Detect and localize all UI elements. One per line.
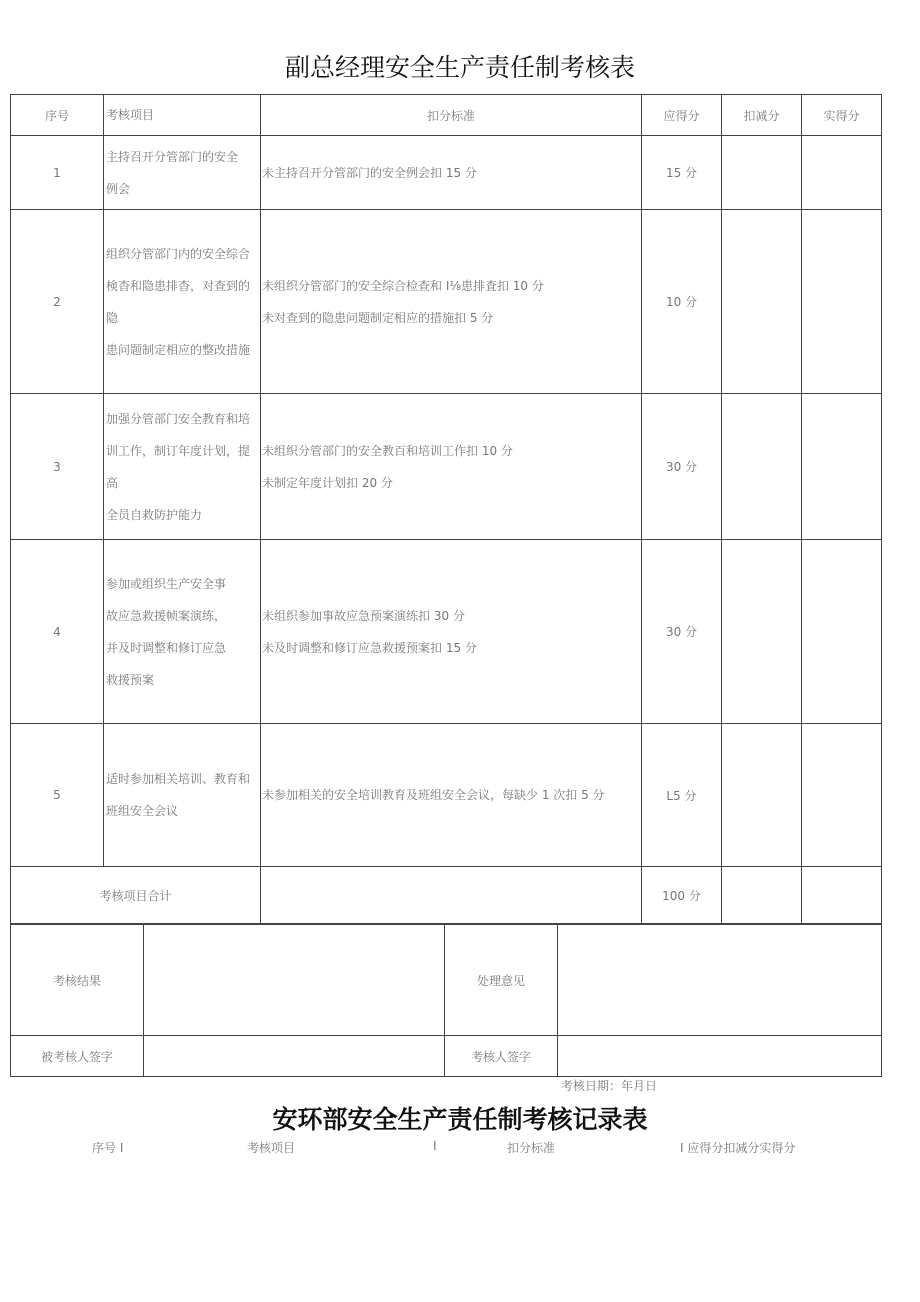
row-standard (261, 540, 642, 724)
row-item (104, 394, 261, 540)
row-seq: 1 (11, 136, 104, 210)
row-seq: 5 (11, 724, 104, 867)
item-line: 全员自救防护能力 (106, 507, 203, 522)
header-seq: 序号 (11, 95, 104, 136)
table-row (11, 394, 882, 540)
table-row (11, 210, 882, 394)
standard-line: 未组织分管部门的安全综合检查和 I⅛患排査扣 10 分 (262, 278, 544, 293)
table-row (11, 540, 882, 724)
header-actual: 实得分 (802, 95, 882, 136)
row-item (104, 540, 261, 724)
item-line: 班组安全会议 (106, 804, 179, 818)
row-points: 10 分 (642, 210, 722, 394)
assessee-signature-field[interactable] (144, 1036, 445, 1077)
table2-header-scores: I 应得分扣减分实得分 (680, 1141, 796, 1155)
row-item (104, 210, 261, 394)
row-deduct-cell[interactable] (722, 540, 802, 724)
standard-line: 未组织分管部门的安全教百和培训工作扣 10 分 (262, 443, 513, 458)
standard-line: 未对查到的隐患问题制定相应的措施扣 5 分 (262, 310, 494, 325)
row-actual-cell[interactable] (802, 540, 882, 724)
standard-line: 未组织参加事故应急预案演练扣 30 分 (262, 608, 465, 623)
total-label: 考核项目合计 (11, 867, 261, 924)
item-line: 主持召开分管部门的安全 (106, 149, 239, 164)
row-actual-cell[interactable] (802, 210, 882, 394)
item-line: 组织分管部门内的安全综合 (106, 246, 251, 261)
item-line: 患问题制定相应的整改措施 (106, 342, 251, 357)
row-actual-cell[interactable] (802, 136, 882, 210)
total-deduct-cell[interactable] (722, 867, 802, 924)
assessee-signature-label: 被考核人签字 (11, 1036, 144, 1077)
result-row (11, 925, 882, 1036)
item-line: 并及时调整和修订应急 (106, 640, 227, 655)
item-line: 検杳和隐患排杳，对查到的隐 (106, 278, 251, 325)
table2-header-item: 考核项目 (247, 1141, 296, 1155)
item-line: 救援预案 (106, 672, 155, 687)
row-seq: 2 (11, 210, 104, 394)
row-standard (261, 136, 642, 210)
header-due: 应得分 (642, 95, 722, 136)
standard-line: 未主持召开分管部门的安全例会扣 15 分 (262, 165, 477, 180)
row-item (104, 136, 261, 210)
standard-line: 未制定年度计划扣 20 分 (262, 475, 393, 490)
item-line: 参加或组织生产安全事 (106, 576, 227, 591)
row-points: 15 分 (642, 136, 722, 210)
row-actual-cell[interactable] (802, 394, 882, 540)
item-line: 例会 (106, 181, 131, 196)
row-deduct-cell[interactable] (722, 210, 802, 394)
assessment-date: 考核日期：年月日 (561, 1079, 658, 1093)
row-item (104, 724, 261, 867)
row-points: 30 分 (642, 394, 722, 540)
header-item: 考核项目 (104, 95, 261, 136)
standard-line: 未及时调整和修订应急救援预案扣 15 分 (262, 640, 477, 655)
row-points: 30 分 (642, 540, 722, 724)
signature-row (11, 1036, 882, 1077)
total-standard-cell (261, 867, 642, 924)
row-seq: 4 (11, 540, 104, 724)
total-points: 100 分 (642, 867, 722, 924)
item-line: 训工作，制订年度计划，提高 (106, 443, 251, 490)
assessor-signature-label: 考核人签字 (445, 1036, 558, 1077)
table2-header-seq: 序号 I (92, 1141, 124, 1155)
row-deduct-cell[interactable] (722, 394, 802, 540)
second-title: 安环部安全生产责任制考核记录表 (272, 1105, 648, 1134)
total-row (11, 867, 882, 924)
opinion-field[interactable] (558, 925, 882, 1036)
row-points: L5 分 (642, 724, 722, 867)
item-line: 故应急救援帧案演练， (106, 608, 227, 623)
header-deduct: 扣减分 (722, 95, 802, 136)
row-standard (261, 394, 642, 540)
row-deduct-cell[interactable] (722, 724, 802, 867)
page-title: 副总经理安全生产责任制考核表 (284, 53, 635, 82)
table2-header-divider: I (433, 1139, 437, 1153)
result-field[interactable] (144, 925, 445, 1036)
row-standard (261, 210, 642, 394)
standard-line: 未参加相关的安全培训教育及班组安全会议，每缺少 1 次扣 5 分 (262, 788, 605, 802)
table-header-row (11, 95, 882, 136)
row-actual-cell[interactable] (802, 724, 882, 867)
result-table (10, 924, 882, 1077)
table2-header-standard: 扣分标准 (507, 1141, 556, 1155)
row-deduct-cell[interactable] (722, 136, 802, 210)
row-standard (261, 724, 642, 867)
row-seq: 3 (11, 394, 104, 540)
opinion-label: 处理意见 (445, 925, 558, 1036)
table-row (11, 724, 882, 867)
assessor-signature-field[interactable] (558, 1036, 882, 1077)
item-line: 适时参加相关培训、教育和 (106, 772, 251, 786)
assessment-table (10, 94, 882, 924)
total-actual-cell[interactable] (802, 867, 882, 924)
result-label: 考核结果 (11, 925, 144, 1036)
table-row (11, 136, 882, 210)
header-standard: 扣分标准 (261, 95, 642, 136)
item-line: 加强分管部门安全教育和培 (106, 411, 251, 426)
